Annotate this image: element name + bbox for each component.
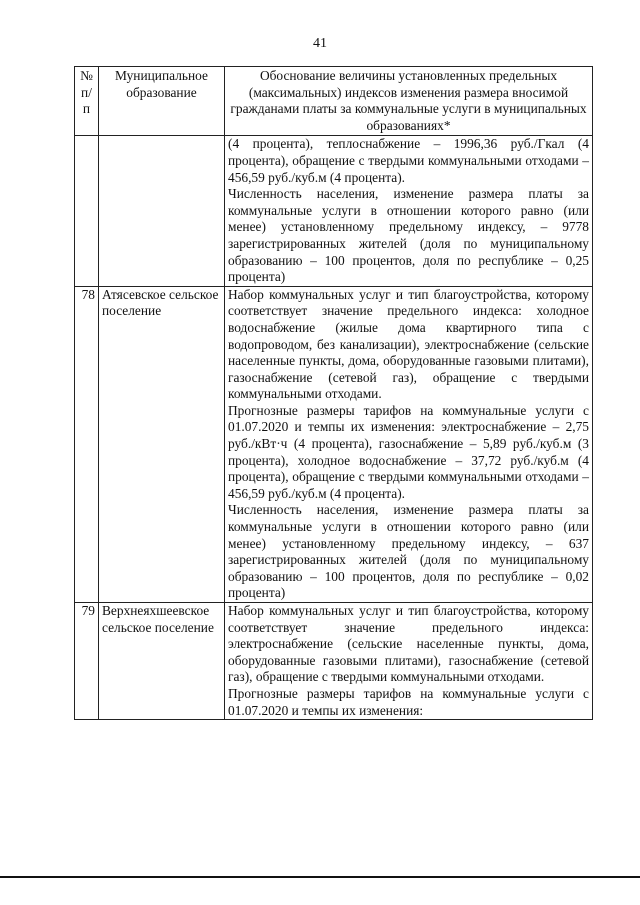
justification-paragraph: Набор коммунальных услуг и тип благоустройства, которому соответствует значение предельного индекса: холодное водоснабжение (жилые дома квартирного типа с водопроводом, без канализации), электроснабжение (сельские населенные пункты, дома, оборудованные газовыми плитами), газоснабжение (сетевой газ), обращение с твердыми коммунальными отходами. <box>228 286 589 402</box>
justification-paragraph: Численность населения, изменение размера платы за коммунальные услуги в отношении которого равно (или менее) установленному предельному индексу, – 9778 зарегистрированных жителей (доля по муниципальному образованию – 100 процентов, доля по республике – 0,25 процента) <box>228 186 589 285</box>
justification-paragraph: Численность населения, изменение размера платы за коммунальные услуги в отношении которого равно (или менее) установленному предельному индексу, – 637 зарегистрированных жителей (доля по муниципальному образованию – 100 процентов, доля по республике – 0,02 процента) <box>228 502 589 601</box>
row-municipality <box>99 136 225 286</box>
row-justification <box>225 286 593 602</box>
row-municipality: Верхнеяхшеевское сельское поселение <box>99 603 225 720</box>
justification-paragraph: Набор коммунальных услуг и тип благоустройства, которому соответствует значение предельного индекса: электроснабжение (сельские населенные пункты, дома, оборудованные газовыми плитами), газоснабжение (сетевой газ), обращение с твердыми коммунальными отходами. <box>228 603 589 685</box>
row-justification <box>225 603 593 720</box>
header-municipality: Муниципальное образование <box>99 67 225 136</box>
justification-paragraph: (4 процента), теплоснабжение – 1996,36 руб./Гкал (4 процента), обращение с твердыми коммунальными отходами – 456,59 руб./куб.м (4 процента). <box>228 136 589 185</box>
justification-paragraph: Прогнозные размеры тарифов на коммунальные услуги с 01.07.2020 и темпы их изменения: <box>228 685 589 718</box>
table-header-row <box>75 67 593 136</box>
page-number: 41 <box>313 36 327 51</box>
justification-paragraph: Прогнозные размеры тарифов на коммунальные услуги с 01.07.2020 и темпы их изменения: электроснабжение – 2,75 руб./кВт·ч (4 процента), газоснабжение – 5,89 руб./куб.м (3 процента), холодное водоснабжение – 37,72 руб./куб.м (4 процента), обращение с твердыми коммунальными отходами – 456,59 руб./куб.м (4 процента). <box>228 402 589 501</box>
table-row <box>75 136 593 286</box>
table-row <box>75 603 593 720</box>
row-number: 78 <box>75 286 99 602</box>
page-bottom-rule <box>0 876 640 878</box>
header-justification: Обоснование величины установленных предельных (максимальных) индексов изменения размера вносимой гражданами платы за коммунальные услуги в муниципальных образованиях* <box>225 67 593 136</box>
table-row <box>75 286 593 602</box>
tariff-justification-table <box>74 66 593 720</box>
row-number: 79 <box>75 603 99 720</box>
row-number <box>75 136 99 286</box>
row-municipality: Атясевское сельское поселение <box>99 286 225 602</box>
row-justification <box>225 136 593 286</box>
header-number: № п/п <box>75 67 99 136</box>
